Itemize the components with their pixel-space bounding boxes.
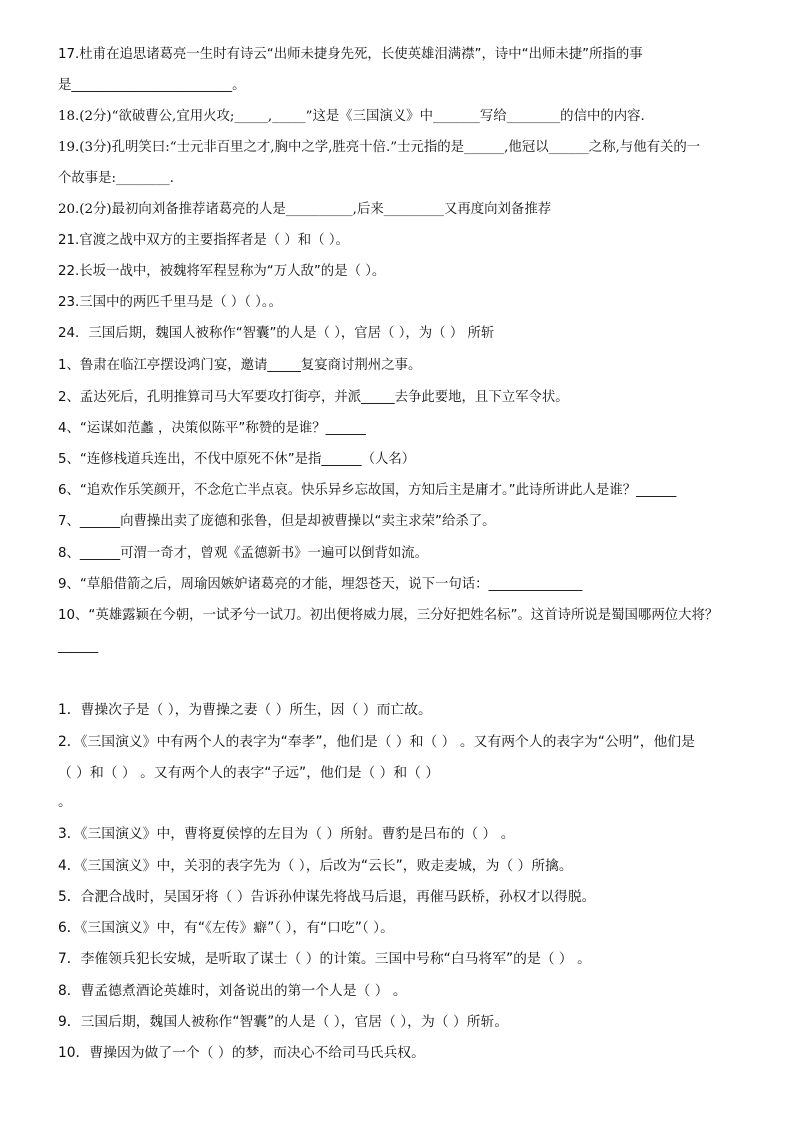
question-20: 20.(2分)最初向刘备推荐诸葛亮的人是__________,后来_________又再度向刘备推荐	[58, 202, 552, 217]
part2-question-3: 3．《三国演义》中，曹将夏侯惇的左目为（ ）所射。曹豹是吕布的（ ） 。	[58, 826, 515, 842]
part2-question-6: 6．《三国演义》中，有“《左传》癖”（ ），有“口吃”（ ）。	[58, 920, 394, 936]
part2-question-2-line-1: 2．《三国演义》中有两个人的表字为“奉孝”，他们是（ ）和（ ） 。又有两个人的表字为“公明”，他们是	[58, 734, 695, 750]
part2-question-2-line-3: 。	[58, 794, 72, 810]
fill-question-6: 6、“追欢作乐笑颜开，不念危亡半点哀。快乐异乡忘故国，方知后主是庸才。”此诗所讲此人是谁？______	[58, 483, 677, 498]
fill-question-7: 7、______向曹操出卖了庞德和张鲁，但是却被曹操以“卖主求荣”给杀了。	[58, 514, 496, 529]
part2-question-8: 8．曹孟德煮酒论英雄时，刘备说出的第一个人是（ ） 。	[58, 983, 407, 999]
question-21: 21.官渡之战中双方的主要指挥者是（ ）和（ ）。	[58, 233, 349, 248]
fill-question-10-line-2: ______	[58, 639, 99, 654]
part2-question-1: 1．曹操次子是（ ），为曹操之妻（ ）所生，因（ ）而亡故。	[58, 702, 432, 718]
fill-question-5: 5、“连修栈道兵连出，不伐中原死不休”是指______（人名）	[58, 452, 416, 467]
fill-question-1: 1、鲁肃在临江亭摆设鸿门宴，邀请_____复宴商讨荆州之事。	[58, 358, 422, 373]
fill-question-4: 4、“运谋如范蠡 ，决策似陈平”称赞的是谁？______	[58, 421, 366, 436]
part2-question-5: 5．合淝合战时，吴国牙将（ ）告诉孙仲谋先将战马后退，再催马跃桥，孙权才以得脱。	[58, 889, 596, 905]
fill-question-9: 9、“草船借箭之后，周瑜因嫉妒诸葛亮的才能，埋怨苍天，说下一句话：______________	[58, 577, 583, 592]
question-23: 23.三国中的两匹千里马是（ ）（ ）。。	[58, 295, 282, 310]
question-19-line-1: 19.(3分)孔明笑曰:“士元非百里之才,胸中之学,胜亮十倍.”士元指的是______,他冠以______之称,与他有关的一	[58, 140, 701, 155]
fill-question-10-line-1: 10、“英雄露颖在今朝，一试矛兮一试刀。初出便将威力展，三分好把姓名标”。这首诗所说是蜀国哪两位大将？	[58, 608, 719, 623]
part2-question-9: 9．三国后期，魏国人被称作“智囊”的人是（ ），官居（ ），为（ ）所斩。	[58, 1014, 509, 1030]
part2-question-7: 7．李傕领兵犯长安城，是听取了谋士（ ）的计策。三国中号称“白马将军”的是（ ） 。	[58, 951, 591, 967]
part2-question-2-line-2: （ ）和（ ） 。又有两个人的表字“子远”，他们是（ ）和（ ）	[58, 765, 440, 781]
fill-question-8: 8、______可渭一奇才，曾观《孟德新书》一遍可以倒背如流。	[58, 546, 429, 561]
question-18: 18.(2分)“欲破曹公,宜用火攻;_____,_____”这是《三国演义》中_______写给________的信中的内容.	[58, 109, 645, 124]
part2-question-10: 10．曹操因为做了一个（ ）的梦，而决心不给司马氏兵权。	[58, 1045, 425, 1061]
fill-question-2: 2、孟达死后，孔明推算司马大军要攻打街亭，并派_____去争此要地，且下立军令状。	[58, 390, 569, 405]
question-17-line-1: 17.杜甫在追思诸葛亮一生时有诗云“出师未捷身先死，长使英雄泪满襟”，诗中“出师未捷”所指的事	[58, 47, 643, 62]
question-17-line-2: 是________________________。	[58, 78, 246, 93]
question-22: 22.长坂一战中，被魏将军程昱称为“万人敌”的是（ ）。	[58, 264, 386, 279]
question-19-line-2: 个故事是:________.	[58, 171, 174, 186]
question-24: 24．三国后期，魏国人被称作“智囊”的人是（ ），官居（ ），为（ ） 所斩	[58, 326, 495, 341]
part2-question-4: 4．《三国演义》中，关羽的表字先为（ ），后改为“云长”，败走麦城，为（ ）所擒。	[58, 858, 573, 874]
